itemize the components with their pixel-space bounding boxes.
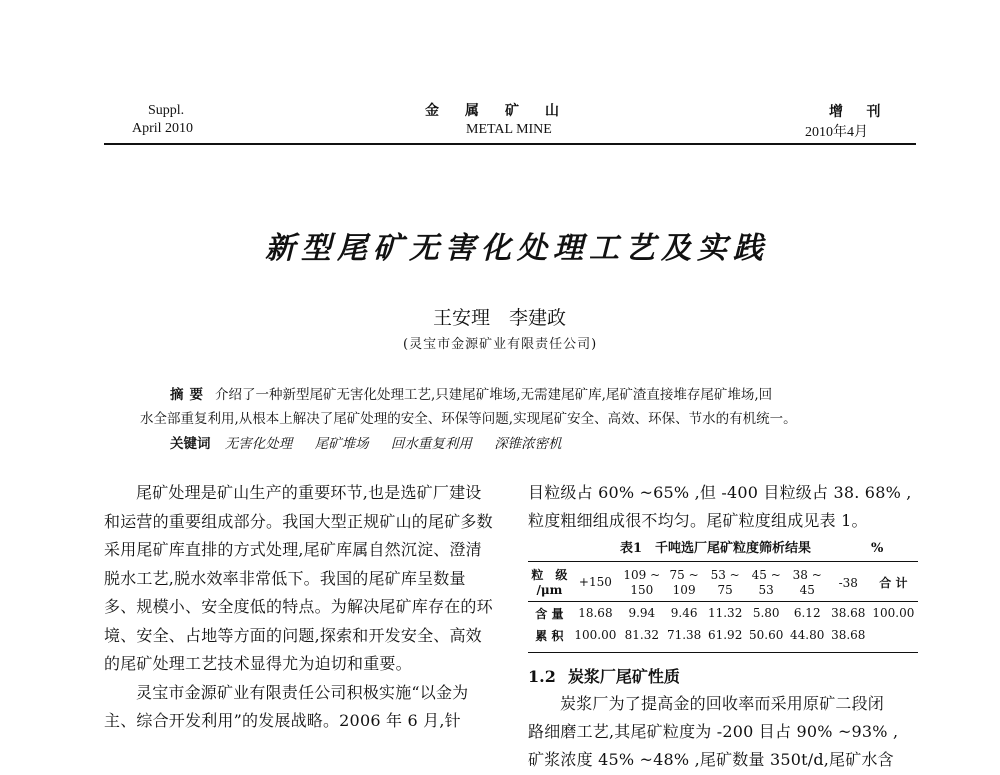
table-col-header-bottom: 45 [799,582,815,597]
table-col-header-bottom: 53 [758,582,774,597]
table-col-header [746,565,787,601]
table-top-rule [528,561,918,562]
body-paragraph-2: 灵宝市金源矿业有限责任公司积极实施“以金为主、综合开发利用”的发展战略。2006 年 6 月,针 [104,682,469,730]
table-col-header-top: 53 ~ [710,567,740,582]
table-cell: 18.68 [578,606,613,620]
table-col-header [828,565,869,601]
table-caption [620,537,883,556]
table-col-header [620,565,664,601]
grain-size-table [528,565,918,646]
table-row [528,602,918,624]
table-col-header [571,565,620,601]
abstract-line-2: 水全部重复利用,从根本上解决了尾矿处理的安全、环保等问题,实现尾矿安全、高效、环保、节水的有机统一。 [140,411,797,427]
header-journal-en: METAL MINE [466,122,552,137]
table-cell: 100.00 [574,628,617,642]
table-cell: 11.32 [707,606,743,620]
table-col-header-top: 合 计 [879,576,908,591]
table-col-header-top: 75 ~ [669,567,699,582]
table-cell: 9.46 [670,606,698,620]
right-text-line-1: 目粒级占 60% ~65% ,但 -400 目粒级占 38. 68% , [528,483,912,502]
table-col-header [664,565,705,601]
table-col-header-top: 38 ~ [792,567,822,582]
header-date-en: April 2010 [132,121,194,136]
keyword-item: 无害化处理 [224,436,293,452]
header-journal-cn: 金属矿山 [425,103,585,119]
right-text-line-4: 路细磨工艺,其尾矿粒度为 -200 目占 90% ~93% , [528,722,899,741]
table-row-label: 累 积 [535,628,564,643]
table-col-header-bottom: 109 [672,582,696,597]
table-cell: 81.32 [624,628,659,642]
table-col-header-top: 45 ~ [751,567,781,582]
keywords-line [170,432,580,452]
table-col-header-top: 109 ~ [623,567,661,582]
table-cell: 44.80 [790,628,825,642]
table-cell: 38.68 [831,606,866,620]
header-date-cn: 2010年4月 [805,125,868,140]
article-title: 新型尾矿无害化处理工艺及实践 [265,231,769,266]
table-col-header-bottom: 75 [717,582,733,597]
abstract-label: 摘要 [170,387,209,403]
article-authors: 王安理 李建政 [433,307,567,329]
keywords-label: 关键词 [170,436,211,452]
table-cell: 71.38 [666,628,702,642]
header-rule [104,143,916,145]
header-suppl: Suppl. [148,103,185,118]
section-heading [528,664,680,687]
table-unit: % [871,541,884,556]
table-header-label-2: /μm [536,582,563,597]
keyword-item: 尾矿堆场 [314,436,369,452]
table-cell: 38.68 [831,628,866,642]
header-suppl-cn: 增 刊 [829,105,891,120]
table-header-label [528,565,571,601]
table-bottom-rule [528,652,918,653]
table-col-header-top: -38 [838,575,858,590]
left-column [104,479,496,736]
table-cell: 50.60 [749,628,784,642]
section-number: 1.2 [528,667,556,686]
table-header-label-1: 粒 级 [531,567,568,582]
table-cell: 100.00 [872,606,915,620]
table-cell: 5.80 [752,606,780,620]
table-col-header-bottom: 150 [630,582,654,597]
right-text-line-3: 炭浆厂为了提高金的回收率而采用原矿二段闭 [560,694,885,713]
table-row [528,624,918,646]
right-text-line-2: 粒度粗细组成很不均匀。尾矿粒度组成见表 1。 [528,511,868,530]
table-col-header [705,565,746,601]
table-col-header-top: +150 [578,575,612,590]
keyword-item: 深锥浓密机 [494,436,562,452]
table-cell: 9.94 [628,606,656,620]
abstract-line-1 [170,383,772,403]
table-cell: 6.12 [793,606,821,620]
table-col-header [869,565,918,601]
table-cell: 61.92 [707,628,743,642]
table-header-row [528,565,918,601]
body-paragraph-1: 尾矿处理是矿山生产的重要环节,也是选矿厂建设和运营的重要组成部分。我国大型正规矿山的尾矿多数采用尾矿库直排的方式处理,尾矿库属自然沉淀、澄清脱水工艺,脱水效率非常低下。我国的尾矿库呈数量多、规模小、安全度低的特点。为解决尾矿库存在的环境、安全、占地等方面的问题,探索和开发安全、高效的尾矿处理工艺技术显得尤为迫切和重要。 [104,483,493,673]
table-caption-text: 表1 千吨选厂尾矿粒度筛析结果 [620,541,812,556]
section-title: 炭浆厂尾矿性质 [567,667,680,686]
table-row-label: 含 量 [535,606,564,621]
abstract-text-1: 介绍了一种新型尾矿无害化处理工艺,只建尾矿堆场,无需建尾矿库,尾矿渣直接堆存尾矿堆场,回 [215,387,773,403]
keyword-item: 回水重复利用 [390,436,472,452]
table-cell [869,624,918,646]
right-text-line-5: 矿浆浓度 45% ~48% ,尾矿数量 350t/d,尾矿水含 [528,750,894,769]
table-col-header [787,565,828,601]
article-affiliation: (灵宝市金源矿业有限责任公司) [403,337,598,352]
